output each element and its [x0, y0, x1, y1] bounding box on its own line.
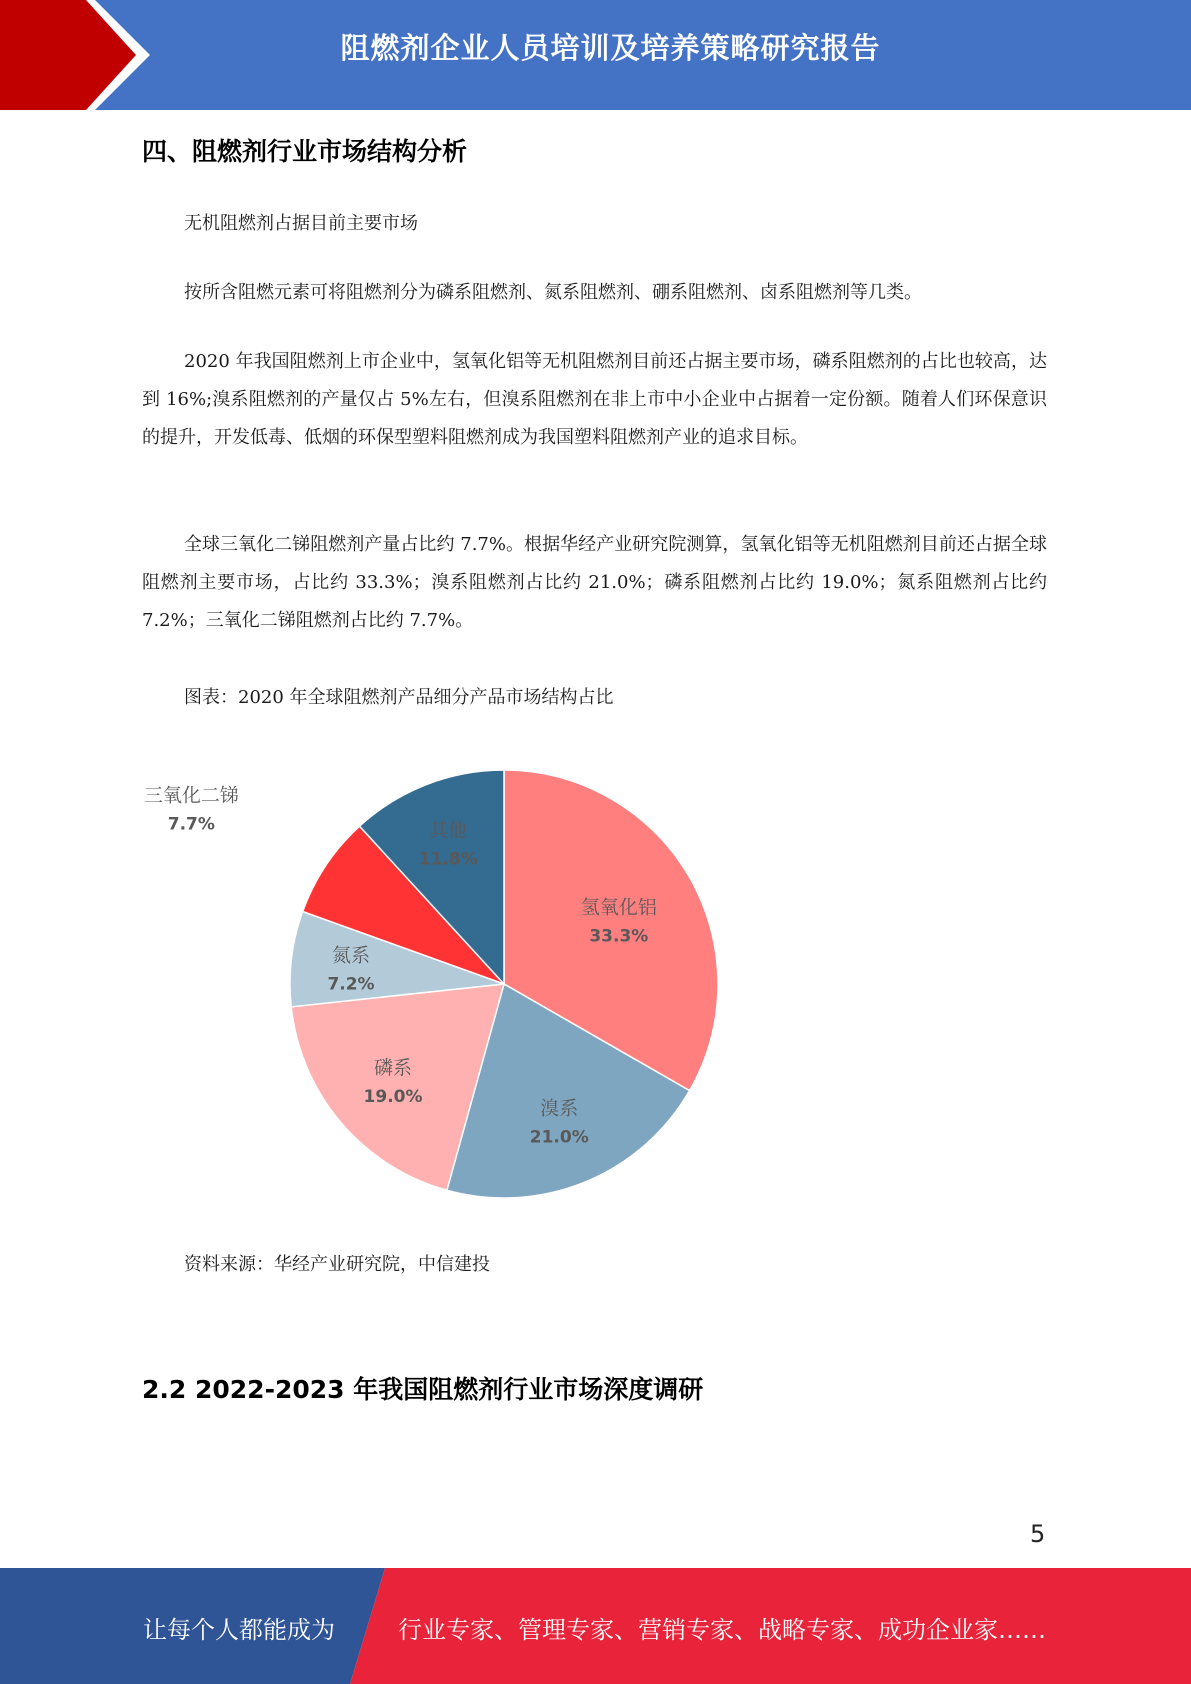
- pie-chart-svg: [142, 740, 842, 1210]
- source-note: 资料来源：华经产业研究院，中信建投: [184, 1254, 490, 1275]
- pie-chart: [142, 740, 842, 1210]
- slice-label: 氮系: [332, 944, 371, 967]
- slice-label: 磷系: [374, 1057, 413, 1080]
- header-banner: [0, 0, 1191, 110]
- slice-value-label: 7.2%: [327, 974, 375, 995]
- paragraph-4: 全球三氧化二锑阻燃剂产量占比约 7.7%。根据华经产业研究院测算，氢氧化铝等无机阻燃剂目前还占据全球阻燃剂主要市场，占比约 33.3%；溴系阻燃剂占比约 21.0%；磷系阻燃剂占比约 19.0%；氮系阻燃剂占比约 7.2%；三氧化二锑阻燃剂占比约 7.7%。: [142, 534, 1047, 631]
- slice-label: 溴系: [540, 1097, 579, 1120]
- subsection-heading: 2.2 2022-2023 年我国阻燃剂行业市场深度调研: [142, 1375, 704, 1404]
- paragraph-1: 无机阻燃剂占据目前主要市场: [184, 213, 418, 234]
- footer-banner: [0, 1568, 1191, 1684]
- slice-label: 其他: [429, 819, 468, 842]
- slice-value-label: 21.0%: [529, 1127, 589, 1148]
- slice-value-label: 19.0%: [363, 1087, 423, 1108]
- section-heading: 四、阻燃剂行业市场结构分析: [142, 137, 468, 166]
- document-title: 阻燃剂企业人员培训及培养策略研究报告: [340, 31, 881, 65]
- paragraph-3: 2020 年我国阻燃剂上市企业中，氢氧化铝等无机阻燃剂目前还占据主要市场，磷系阻燃剂的占比也较高，达到 16%;溴系阻燃剂的产量仅占 5%左右，但溴系阻燃剂在非上市中小企业中占据着一定份额。随着人们环保意识的提升，开发低毒、低烟的环保型塑料阻燃剂成为我国塑料阻燃剂产业的追求目标。: [142, 351, 1047, 448]
- slice-label: 三氧化二锑: [143, 784, 239, 807]
- slice-value-label: 11.8%: [418, 849, 478, 870]
- paragraph-2: 按所含阻燃元素可将阻燃剂分为磷系阻燃剂、氮系阻燃剂、硼系阻燃剂、卤系阻燃剂等几类。: [184, 282, 922, 303]
- footer-slogan-left: 让每个人都能成为: [143, 1616, 335, 1644]
- page-number: 5: [1030, 1520, 1046, 1548]
- footer-slogan-right: 行业专家、管理专家、营销专家、战略专家、成功企业家……: [398, 1616, 1046, 1644]
- slice-value-label: 33.3%: [589, 926, 649, 947]
- slice-value-label: 7.7%: [167, 814, 215, 835]
- slice-label: 氢氧化铝: [580, 896, 657, 919]
- figure-caption: 图表：2020 年全球阻燃剂产品细分产品市场结构占比: [184, 687, 614, 708]
